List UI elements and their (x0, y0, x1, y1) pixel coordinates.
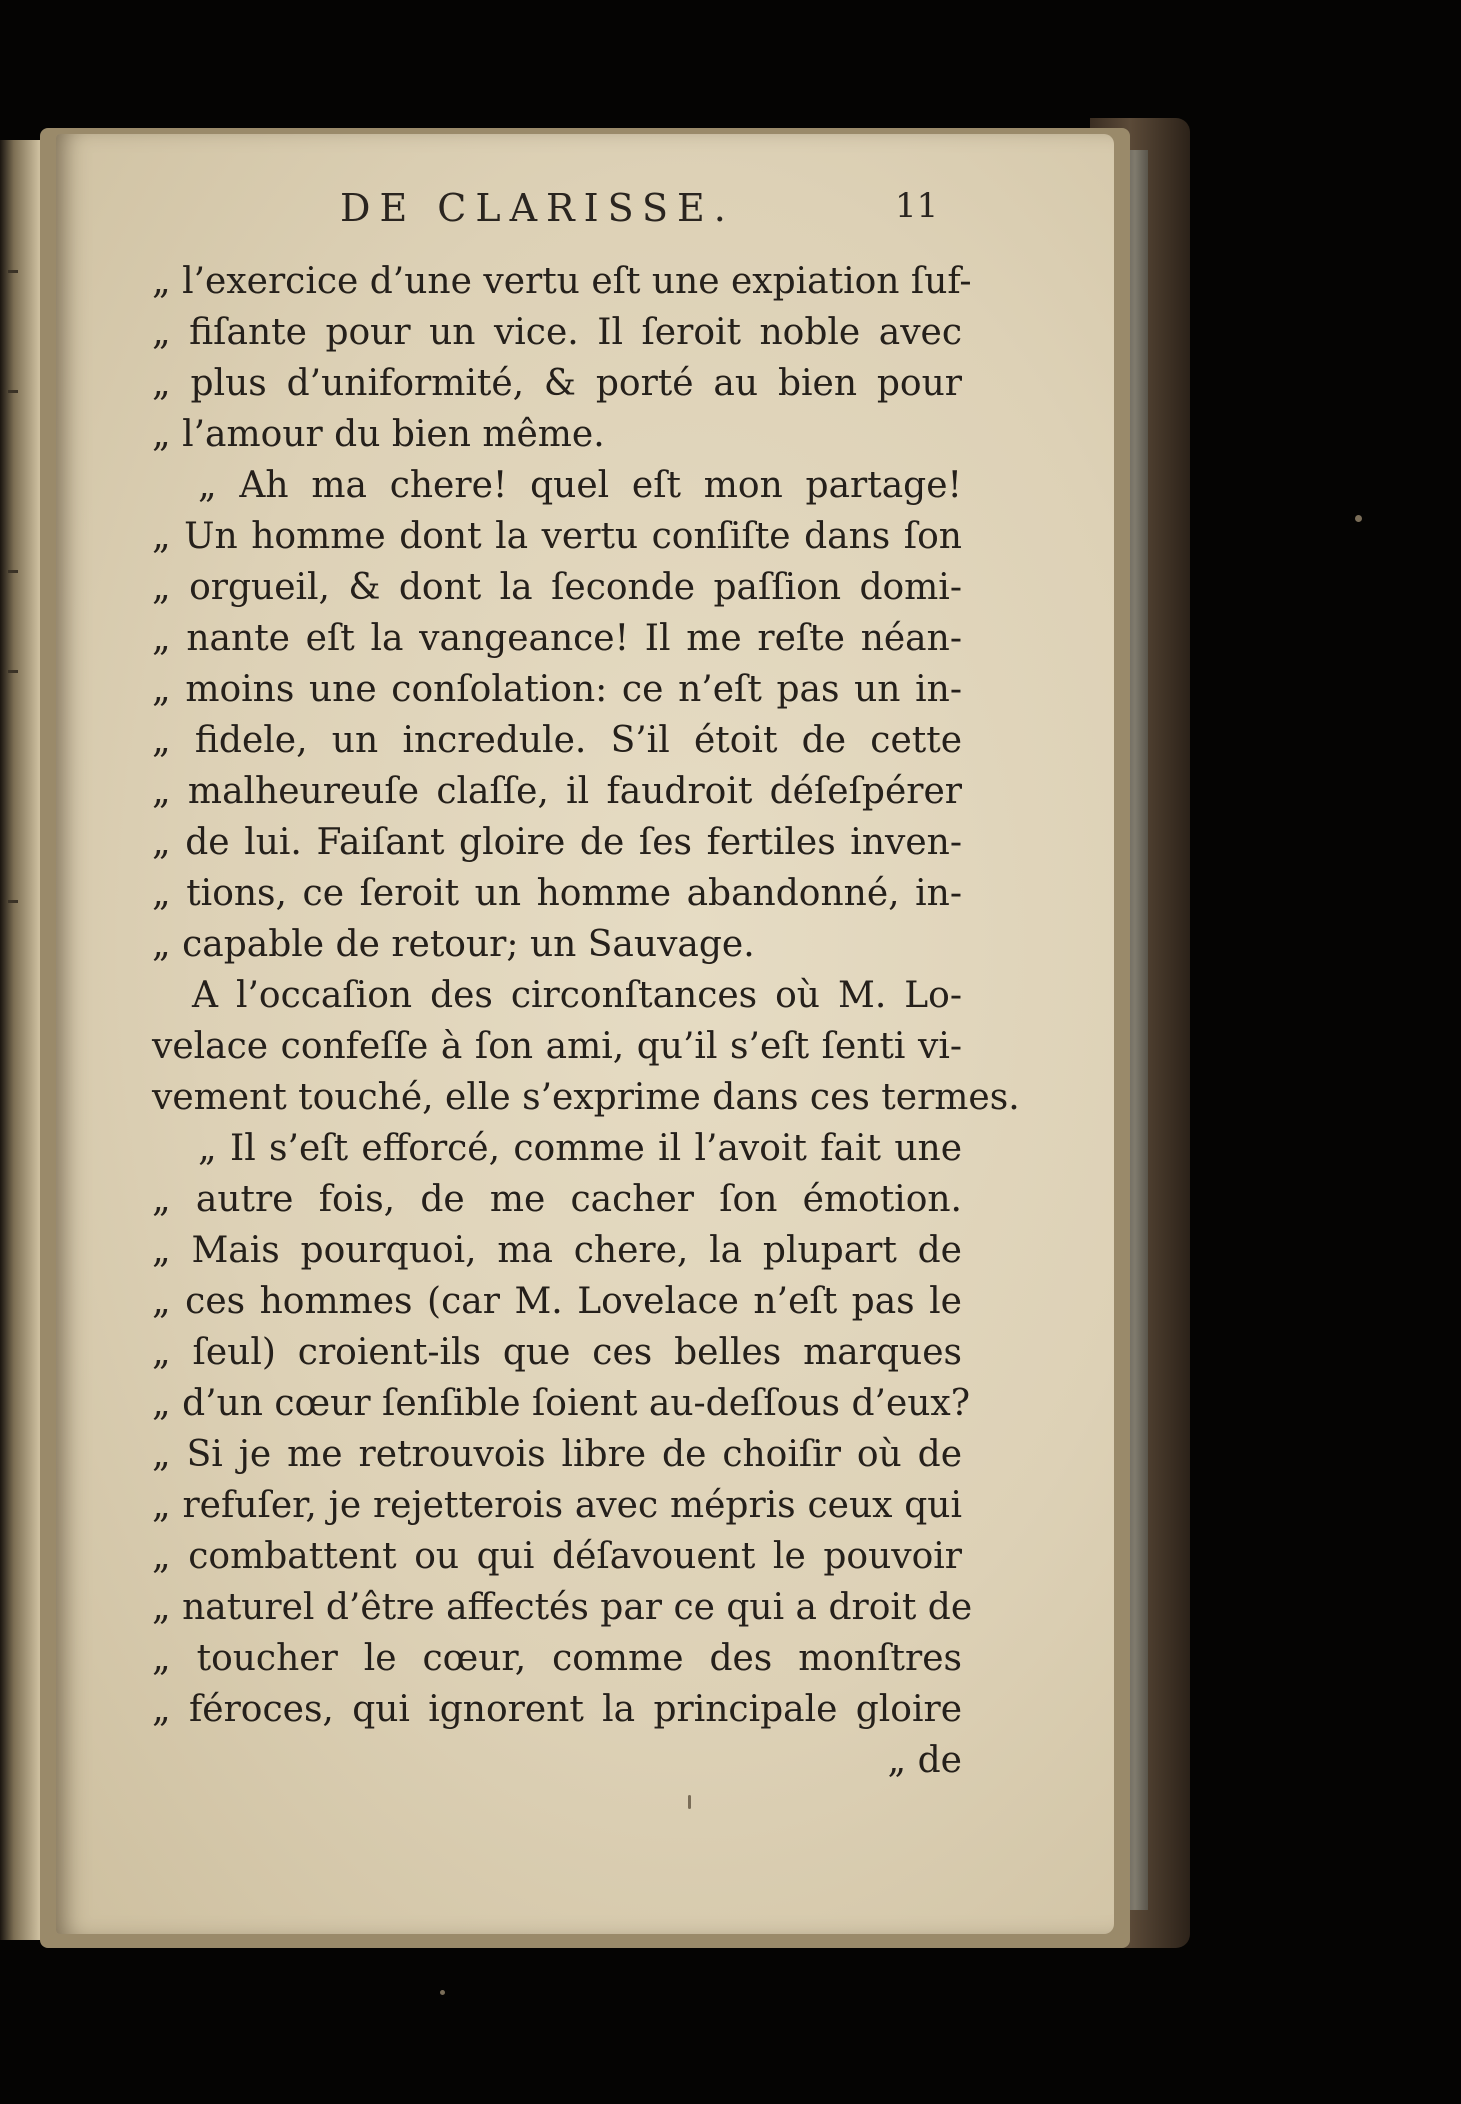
text-line: „ tions, ce ſeroit un homme abandonné, in- (152, 873, 962, 914)
text-line: „ Mais pourquoi, ma chere, la plupart de (152, 1230, 962, 1271)
page-number: 11 (895, 186, 939, 226)
text-line: „ combattent ou qui déſavouent le pouvoir (152, 1536, 962, 1577)
text-line: „ refuſer, je rejetterois avec mépris ceux qui (152, 1485, 962, 1526)
text-line: „ autre fois, de me cacher ſon émotion. (152, 1179, 962, 1220)
text-line: „ orgueil, & dont la ſeconde paſſion domi- (152, 567, 962, 608)
text-line: „ Ah ma chere! quel eſt mon partage! (198, 465, 962, 506)
page-mark (688, 1795, 691, 1809)
text-line: „ l’exercice d’une vertu eſt une expiation ſuf- (152, 261, 972, 302)
text-line: „ ces hommes (car M. Lovelace n’eſt pas le (152, 1281, 962, 1322)
dust-speck (1355, 515, 1362, 522)
text-line: „ Il s’eſt efforcé, comme il l’avoit fait une (198, 1128, 962, 1169)
text-line: „ capable de retour; un Sauvage. (152, 924, 755, 965)
text-line: velace confeſſe à ſon ami, qu’il s’eſt ſenti vi- (152, 1026, 962, 1067)
text-line: „ plus d’uniformité, & porté au bien pour (152, 363, 962, 404)
text-line: „ d’un cœur ſenſible ſoient au-deſſous d’eux? (152, 1383, 971, 1424)
text-line: „ l’amour du bien même. (152, 414, 605, 455)
text-line: „ fidele, un incredule. S’il étoit de cette (152, 720, 962, 761)
text-line: vement touché, elle s’exprime dans ces termes. (152, 1077, 1020, 1118)
text-line: A l’occaſion des circonſtances où M. Lo- (192, 975, 962, 1016)
text-line: „ féroces, qui ignorent la principale gloire (152, 1689, 962, 1730)
catchword: „ de (887, 1740, 962, 1781)
text-line: „ malheureuſe claſſe, il faudroit déſeſpérer (152, 771, 962, 812)
running-head (0, 186, 1461, 236)
text-line: „ toucher le cœur, comme des monſtres (152, 1638, 962, 1679)
text-line: „ moins une conſolation: ce n’eſt pas un in- (152, 669, 962, 710)
text-line: „ fiſante pour un vice. Il ſeroit noble avec (152, 312, 962, 353)
text-line: „ Un homme dont la vertu conſiſte dans ſon (152, 516, 962, 557)
text-line: „ de lui. Faiſant gloire de ſes fertiles inven- (152, 822, 962, 863)
page-mark (440, 1990, 445, 1995)
text-line: „ nante eſt la vangeance! Il me reſte néan- (152, 618, 962, 659)
running-title: DE CLARISSE. (340, 186, 735, 230)
text-line: „ naturel d’être affectés par ce qui a droit de (152, 1587, 973, 1628)
text-line: „ ſeul) croient-ils que ces belles marques (152, 1332, 962, 1373)
text-line: „ Si je me retrouvois libre de choiſir où de (152, 1434, 962, 1475)
body-text (152, 256, 1020, 1786)
